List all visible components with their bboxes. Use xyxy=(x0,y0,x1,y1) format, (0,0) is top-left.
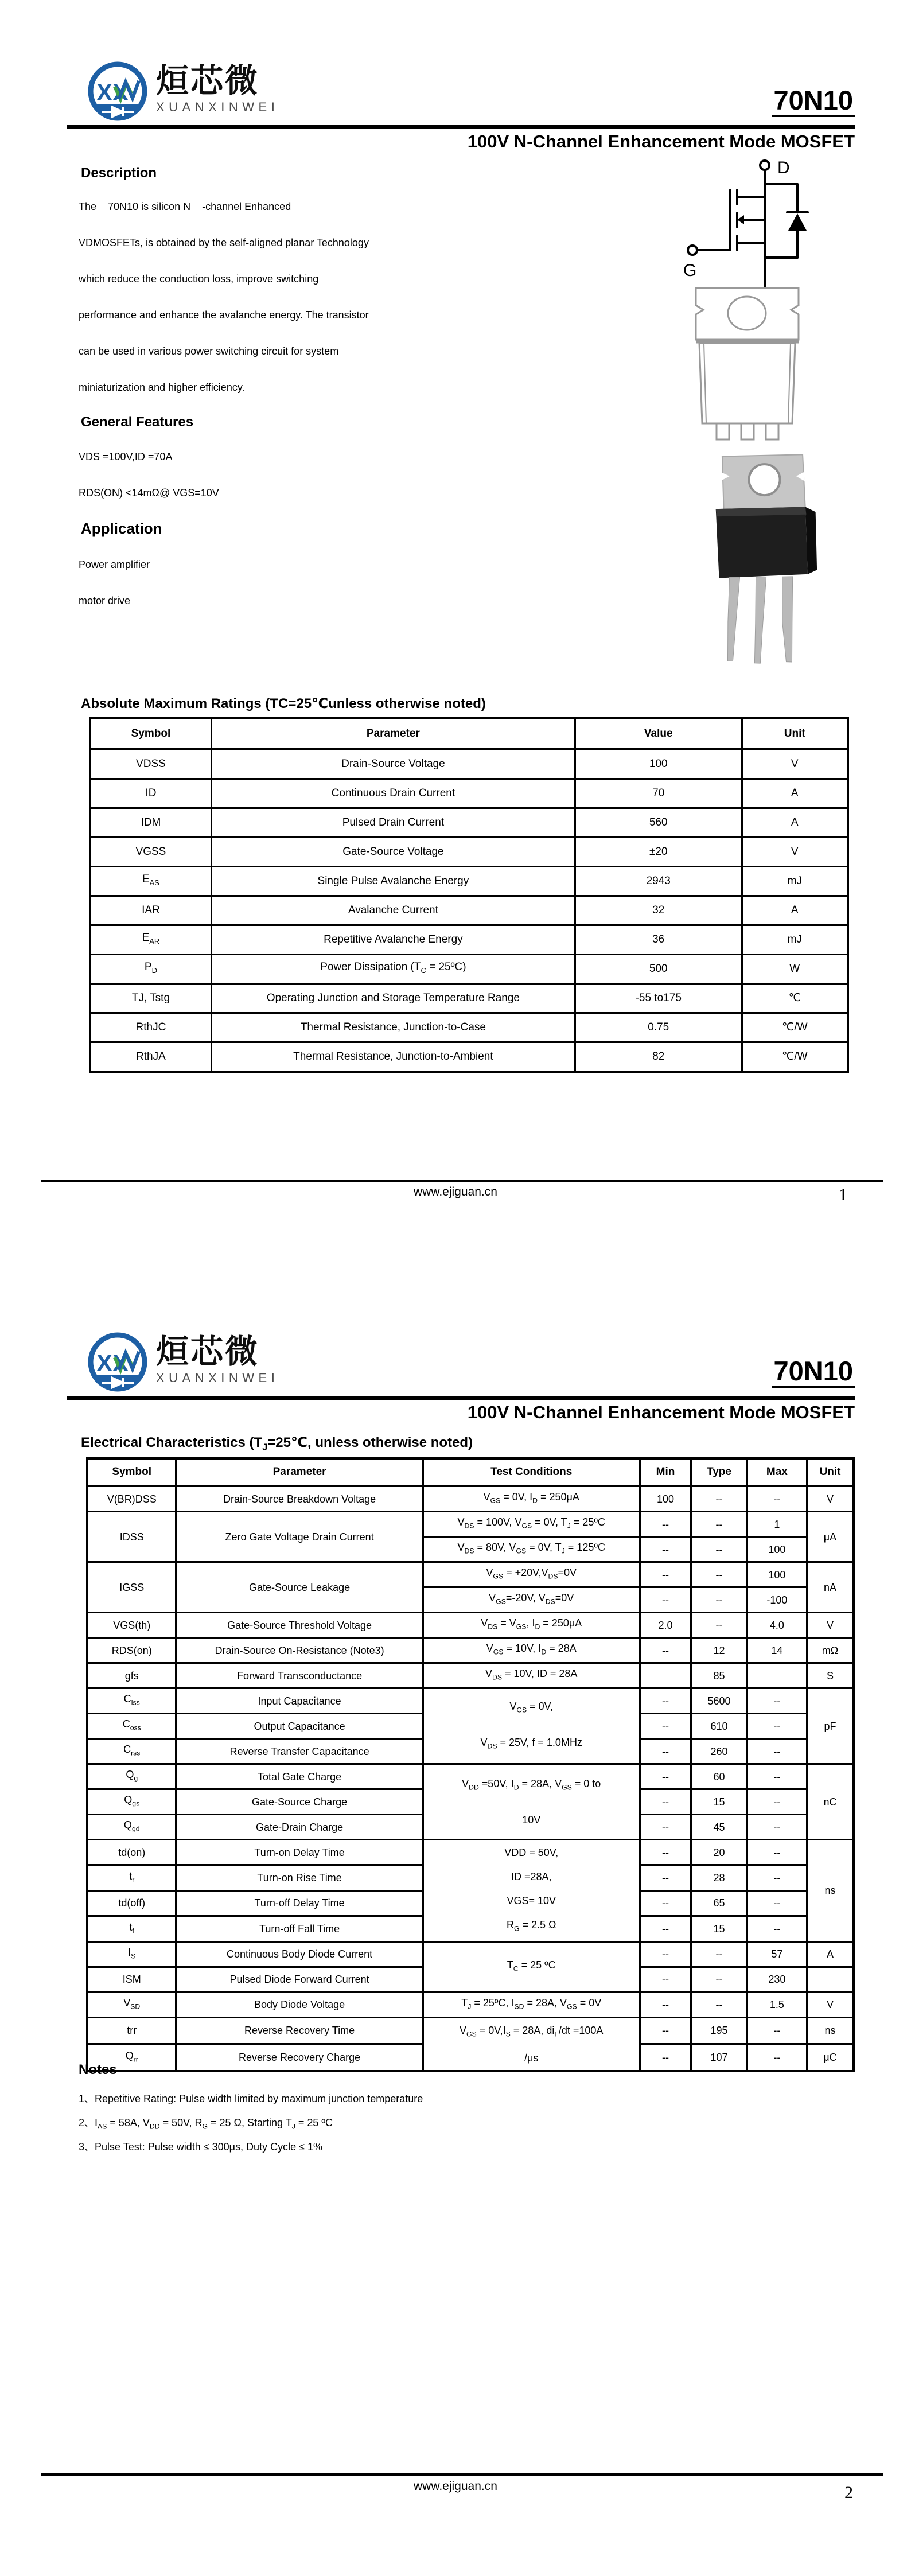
table-cell: -- xyxy=(747,1840,807,1865)
page-number: 1 xyxy=(839,1185,847,1204)
table-cell: ℃/W xyxy=(742,1042,848,1072)
table-cell: Reverse Transfer Capacitance xyxy=(176,1739,423,1764)
table-cell: -- xyxy=(640,1815,691,1840)
table-row xyxy=(90,808,848,838)
table-cell: μC xyxy=(807,2044,854,2071)
brand-name-cn: 烜芯微 xyxy=(156,63,259,99)
table-cell: $T_J$ = 25ºC, $I_{SD} = 28A$, $V_{GS} = 0V$ xyxy=(423,1992,640,2017)
table-cell: Continuous Body Diode Current xyxy=(176,1941,423,1967)
table-cell: -- xyxy=(640,1992,691,2017)
table-cell xyxy=(807,1967,854,1992)
table-row xyxy=(87,1486,854,1512)
mosfet-symbol-figure xyxy=(680,158,835,290)
table-cell: -- xyxy=(691,1967,748,1992)
abs-max-table xyxy=(89,717,849,1073)
table-cell: -100 xyxy=(747,1587,807,1613)
table-cell: -- xyxy=(691,1537,748,1562)
table-cell: Gate-Source Charge xyxy=(176,1789,423,1815)
table-row xyxy=(90,867,848,896)
table-cell: $C_{rss}$ xyxy=(87,1739,176,1764)
table-cell: $T_C = 25$ ºC xyxy=(423,1941,640,1992)
table-cell: A xyxy=(742,779,848,808)
table-header-cell: Symbol xyxy=(87,1458,176,1486)
brand-block xyxy=(156,63,279,115)
package-photo-figure xyxy=(697,451,826,666)
application-line: motor drive xyxy=(79,595,131,606)
table-cell: mΩ xyxy=(807,1638,854,1663)
svg-text:XX: XX xyxy=(96,79,129,106)
table-cell: $t_r$ xyxy=(87,1865,176,1890)
table-cell: td(on) xyxy=(87,1840,176,1865)
svg-text:XX: XX xyxy=(96,1349,129,1376)
footer-rule xyxy=(41,2473,883,2476)
table-cell: Input Capacitance xyxy=(176,1688,423,1714)
table-cell: 36 xyxy=(575,925,742,955)
table-cell: Gate-Drain Charge xyxy=(176,1815,423,1840)
table-cell: -- xyxy=(640,1789,691,1815)
table-cell: -- xyxy=(747,1890,807,1916)
table-row xyxy=(87,1992,854,2017)
table-cell: 100 xyxy=(747,1537,807,1562)
part-number: 70N10 xyxy=(772,86,855,117)
table-cell: Single Pulse Avalanche Energy xyxy=(211,867,575,896)
table-cell: -- xyxy=(747,1865,807,1890)
table-cell: V(BR)DSS xyxy=(87,1486,176,1512)
table-cell: $V_{DS} = V_{GS}$, $I_D = 250\mu A$ xyxy=(423,1613,640,1638)
table-cell: -- xyxy=(640,1941,691,1967)
table-row xyxy=(87,1562,854,1587)
table-cell: -- xyxy=(640,1967,691,1992)
table-cell: $E_{AR}$ xyxy=(90,925,211,955)
table-cell: -- xyxy=(691,1941,748,1967)
table-cell: -- xyxy=(747,2044,807,2071)
table-cell: Output Capacitance xyxy=(176,1714,423,1739)
table-cell: 260 xyxy=(691,1739,748,1764)
table-cell: Body Diode Voltage xyxy=(176,1992,423,2017)
table-cell: 100 xyxy=(640,1486,691,1512)
table-cell: Thermal Resistance, Junction-to-Ambient xyxy=(211,1042,575,1072)
table-cell: -- xyxy=(691,1562,748,1587)
header-rule xyxy=(67,1396,855,1400)
table-cell: $V_{DD} =50V$, $I_D = 28A$, $V_{GS} = 0$ to 10V xyxy=(423,1764,640,1840)
table-cell: -- xyxy=(640,1840,691,1865)
table-cell: VGS(th) xyxy=(87,1613,176,1638)
table-cell: Gate-Source Threshold Voltage xyxy=(176,1613,423,1638)
table-cell: -- xyxy=(747,1916,807,1941)
description-line: which reduce the conduction loss, improve switching xyxy=(79,273,319,285)
table-cell: VDD = 50V, ID =28A, VGS= 10V $R_G = 2.5$ Ω xyxy=(423,1840,640,1942)
elec-heading: Electrical Characteristics ($T_J=25℃$, unless otherwise noted) xyxy=(81,1435,473,1453)
brand-logo-icon xyxy=(86,59,149,123)
table-cell: Thermal Resistance, Junction-to-Case xyxy=(211,1013,575,1042)
table-cell: 4.0 xyxy=(747,1613,807,1638)
table-cell: ISM xyxy=(87,1967,176,1992)
table-cell: $t_f$ xyxy=(87,1916,176,1941)
table-cell: IGSS xyxy=(87,1562,176,1613)
table-cell: $P_D$ xyxy=(90,955,211,984)
table-cell: Pulsed Drain Current xyxy=(211,808,575,838)
table-cell: -- xyxy=(691,1613,748,1638)
table-cell: -- xyxy=(747,1486,807,1512)
table-cell: ID xyxy=(90,779,211,808)
table-cell: -- xyxy=(640,1865,691,1890)
table-cell: Drain-Source Voltage xyxy=(211,749,575,779)
table-header-cell: Value xyxy=(575,718,742,749)
table-cell: $V_{GS} = 10V$, $I_D = 28A$ xyxy=(423,1638,640,1663)
table-cell: $V_{GS}=-20V$, $V_{DS}=0V$ xyxy=(423,1587,640,1613)
table-cell: ℃ xyxy=(742,984,848,1013)
table-cell: Turn-off Fall Time xyxy=(176,1916,423,1941)
table-cell: 610 xyxy=(691,1714,748,1739)
table-cell: 2.0 xyxy=(640,1613,691,1638)
part-number: 70N10 xyxy=(772,1357,855,1388)
table-cell: $V_{GS} = 0V$, $I_D = 250\mu A$ xyxy=(423,1486,640,1512)
table-cell: Reverse Recovery Time xyxy=(176,2017,423,2044)
table-row xyxy=(87,1613,854,1638)
table-cell: -- xyxy=(747,1789,807,1815)
table-row xyxy=(90,749,848,779)
table-cell: nC xyxy=(807,1764,854,1840)
table-cell: -- xyxy=(640,1562,691,1587)
table-row xyxy=(90,838,848,867)
table-cell: Total Gate Charge xyxy=(176,1764,423,1789)
table-cell: -- xyxy=(691,1587,748,1613)
application-line: Power amplifier xyxy=(79,559,150,570)
description-line: The 70N10 is silicon N -channel Enhanced xyxy=(79,201,291,212)
table-cell: mJ xyxy=(742,867,848,896)
table-header-cell: Unit xyxy=(742,718,848,749)
table-row xyxy=(87,2017,854,2044)
table-cell: 82 xyxy=(575,1042,742,1072)
table-cell: ±20 xyxy=(575,838,742,867)
table-cell: A xyxy=(742,896,848,925)
table-cell: -- xyxy=(640,1537,691,1562)
table-cell: $V_{GS} = +20V,V_{DS}=0V$ xyxy=(423,1562,640,1587)
table-cell: 500 xyxy=(575,955,742,984)
table-cell: 15 xyxy=(691,1916,748,1941)
table-cell: 12 xyxy=(691,1638,748,1663)
table-cell: 107 xyxy=(691,2044,748,2071)
table-cell: Pulsed Diode Forward Current xyxy=(176,1967,423,1992)
brand-block xyxy=(156,1334,279,1386)
table-cell: -- xyxy=(747,1739,807,1764)
table-cell: -- xyxy=(747,1764,807,1789)
table-cell: 0.75 xyxy=(575,1013,742,1042)
abs-max-heading: Absolute Maximum Ratings (TC=25℃unless otherwise noted) xyxy=(81,696,486,711)
table-cell: A xyxy=(807,1941,854,1967)
note-line: 3、Pulse Test: Pulse width ≤ 300μs, Duty Cycle ≤ 1% xyxy=(79,2141,322,2153)
table-cell: -- xyxy=(640,1739,691,1764)
table-cell: ns xyxy=(807,2017,854,2044)
table-cell: Avalanche Current xyxy=(211,896,575,925)
table-row xyxy=(87,1688,854,1714)
table-cell: $V_{DS} = 100V$, $V_{GS} = 0V$, $T_J$ = 25ºC xyxy=(423,1512,640,1537)
table-header-cell: Max xyxy=(747,1458,807,1486)
description-line: performance and enhance the avalanche energy. The transistor xyxy=(79,309,369,321)
table-row xyxy=(87,1764,854,1789)
table-cell: 32 xyxy=(575,896,742,925)
table-cell: S xyxy=(807,1663,854,1688)
doc-subtitle: 100V N-Channel Enhancement Mode MOSFET xyxy=(467,131,855,151)
table-cell: -- xyxy=(640,2044,691,2071)
gate-label: G xyxy=(683,261,697,280)
table-cell: Gate-Source Leakage xyxy=(176,1562,423,1613)
table-cell: Reverse Recovery Charge xyxy=(176,2044,423,2071)
table-cell: $V_{DS} = 80V$, $V_{GS} = 0V$, $T_J$ = 125ºC xyxy=(423,1537,640,1562)
description-line: can be used in various power switching circuit for system xyxy=(79,345,339,357)
table-cell: $Q_{gd}$ xyxy=(87,1815,176,1840)
table-cell: 14 xyxy=(747,1638,807,1663)
table-cell: Turn-off Delay Time xyxy=(176,1890,423,1916)
table-cell: RthJC xyxy=(90,1013,211,1042)
table-cell: 15 xyxy=(691,1789,748,1815)
table-cell: -- xyxy=(747,1815,807,1840)
table-cell: -- xyxy=(691,1992,748,2017)
footer-url: www.ejiguan.cn xyxy=(414,2480,497,2493)
table-cell: Operating Junction and Storage Temperature Range xyxy=(211,984,575,1013)
table-cell: -- xyxy=(640,1764,691,1789)
table-header-cell: Parameter xyxy=(211,718,575,749)
table-cell: mJ xyxy=(742,925,848,955)
table-cell: $E_{AS}$ xyxy=(90,867,211,896)
package-outline-figure xyxy=(691,286,803,441)
table-cell: -- xyxy=(640,1714,691,1739)
table-cell: 100 xyxy=(575,749,742,779)
table-cell: -- xyxy=(640,2017,691,2044)
table-cell: 70 xyxy=(575,779,742,808)
note-line: 2、$I_{AS} = 58A$, $V_{DD} = 50V$, $R_G = 25$ Ω, Starting $T_J = 25$ ºC xyxy=(79,2117,333,2131)
table-row xyxy=(90,984,848,1013)
table-cell: Gate-Source Voltage xyxy=(211,838,575,867)
table-cell: Turn-on Rise Time xyxy=(176,1865,423,1890)
table-row xyxy=(90,925,848,955)
table-cell: 5600 xyxy=(691,1688,748,1714)
table-cell: -- xyxy=(640,1890,691,1916)
description-line: VDMOSFETs, is obtained by the self-aligned planar Technology xyxy=(79,237,369,248)
table-cell: Power Dissipation ($T_C$ = 25ºC) xyxy=(211,955,575,984)
table-header-cell: Min xyxy=(640,1458,691,1486)
table-cell: 45 xyxy=(691,1815,748,1840)
table-cell: -- xyxy=(640,1512,691,1537)
table-cell: -- xyxy=(747,1714,807,1739)
table-cell: gfs xyxy=(87,1663,176,1688)
table-cell: ℃/W xyxy=(742,1013,848,1042)
feature-line: VDS =100V,ID =70A xyxy=(79,451,173,462)
table-cell: td(off) xyxy=(87,1890,176,1916)
table-row xyxy=(87,1512,854,1537)
table-cell: 230 xyxy=(747,1967,807,1992)
feature-line: RDS(ON) <14mΩ@ VGS=10V xyxy=(79,487,219,499)
table-cell: $Q_{gs}$ xyxy=(87,1789,176,1815)
table-row xyxy=(87,1941,854,1967)
table-cell: 65 xyxy=(691,1890,748,1916)
description-heading: Description xyxy=(81,165,157,181)
page-number: 2 xyxy=(844,2483,853,2502)
table-cell: $V_{GS} = 0V,I_S = 28A$, $di_F/dt =100A$ /μs xyxy=(423,2017,640,2071)
table-cell: -- xyxy=(747,1688,807,1714)
table-cell: $V_{DS} = 10V$, ID = 28A xyxy=(423,1663,640,1688)
table-cell: 20 xyxy=(691,1840,748,1865)
table-cell: pF xyxy=(807,1688,854,1764)
table-row xyxy=(87,1840,854,1865)
table-cell: 85 xyxy=(691,1663,748,1688)
table-header-cell: Test Conditions xyxy=(423,1458,640,1486)
table-row xyxy=(90,896,848,925)
footer-rule xyxy=(41,1180,883,1182)
table-cell: $Q_{rr}$ xyxy=(87,2044,176,2071)
notes-heading: Notes xyxy=(79,2062,117,2077)
table-cell: RthJA xyxy=(90,1042,211,1072)
table-cell: ns xyxy=(807,1840,854,1942)
table-cell: V xyxy=(807,1486,854,1512)
table-cell: 195 xyxy=(691,2017,748,2044)
table-cell: 57 xyxy=(747,1941,807,1967)
table-row xyxy=(90,1013,848,1042)
table-cell: trr xyxy=(87,2017,176,2044)
description-line: miniaturization and higher efficiency. xyxy=(79,382,245,393)
table-row xyxy=(90,779,848,808)
header-rule xyxy=(67,125,855,129)
table-cell: 1 xyxy=(747,1512,807,1537)
table-header-cell: Parameter xyxy=(176,1458,423,1486)
table-cell: 100 xyxy=(747,1562,807,1587)
features-heading: General Features xyxy=(81,414,194,430)
footer-url: www.ejiguan.cn xyxy=(414,1185,497,1198)
table-cell: V xyxy=(807,1613,854,1638)
table-cell xyxy=(747,1663,807,1688)
table-cell: Drain-Source On-Resistance (Note3) xyxy=(176,1638,423,1663)
table-cell: 560 xyxy=(575,808,742,838)
table-cell: A xyxy=(742,808,848,838)
brand-logo-icon xyxy=(86,1330,149,1394)
brand-name-en: XUANXINWEI xyxy=(156,100,279,114)
brand-name-cn: 烜芯微 xyxy=(156,1333,259,1370)
table-cell: -- xyxy=(691,1512,748,1537)
table-cell: nA xyxy=(807,1562,854,1613)
table-header-cell: Symbol xyxy=(90,718,211,749)
table-cell: -- xyxy=(640,1638,691,1663)
table-row xyxy=(87,1663,854,1688)
table-cell: V xyxy=(807,1992,854,2017)
table-cell xyxy=(640,1663,691,1688)
table-cell: V xyxy=(742,749,848,779)
table-cell: Turn-on Delay Time xyxy=(176,1840,423,1865)
table-cell: Forward Transconductance xyxy=(176,1663,423,1688)
table-cell: Continuous Drain Current xyxy=(211,779,575,808)
table-cell: 1.5 xyxy=(747,1992,807,2017)
table-cell: IDM xyxy=(90,808,211,838)
table-cell: $V_{GS} = 0V$, $V_{DS} = 25V$, f = 1.0MHz xyxy=(423,1688,640,1764)
table-cell: -- xyxy=(691,1486,748,1512)
table-cell: -55 to175 xyxy=(575,984,742,1013)
table-cell: $Q_g$ xyxy=(87,1764,176,1789)
table-cell: 60 xyxy=(691,1764,748,1789)
table-cell: $I_S$ xyxy=(87,1941,176,1967)
table-cell: IAR xyxy=(90,896,211,925)
table-cell: VGSS xyxy=(90,838,211,867)
drain-label: D xyxy=(777,158,790,177)
table-row xyxy=(90,1042,848,1072)
table-cell: $V_{SD}$ xyxy=(87,1992,176,2017)
table-cell: -- xyxy=(747,2017,807,2044)
table-row xyxy=(87,1638,854,1663)
doc-subtitle: 100V N-Channel Enhancement Mode MOSFET xyxy=(467,1402,855,1422)
table-cell: W xyxy=(742,955,848,984)
table-cell: IDSS xyxy=(87,1512,176,1562)
table-cell: TJ, Tstg xyxy=(90,984,211,1013)
table-cell: -- xyxy=(640,1587,691,1613)
table-cell: -- xyxy=(640,1688,691,1714)
table-cell: μA xyxy=(807,1512,854,1562)
table-cell: $C_{iss}$ xyxy=(87,1688,176,1714)
note-line: 1、Repetitive Rating: Pulse width limited by maximum junction temperature xyxy=(79,2093,423,2104)
table-cell: VDSS xyxy=(90,749,211,779)
elec-table xyxy=(86,1457,855,2072)
table-cell: Zero Gate Voltage Drain Current xyxy=(176,1512,423,1562)
table-cell: $C_{oss}$ xyxy=(87,1714,176,1739)
table-row xyxy=(90,955,848,984)
table-cell: 2943 xyxy=(575,867,742,896)
table-cell: -- xyxy=(640,1916,691,1941)
table-cell: V xyxy=(742,838,848,867)
application-heading: Application xyxy=(81,520,162,537)
table-header-cell: Type xyxy=(691,1458,748,1486)
table-cell: Drain-Source Breakdown Voltage xyxy=(176,1486,423,1512)
table-cell: RDS(on) xyxy=(87,1638,176,1663)
table-cell: 28 xyxy=(691,1865,748,1890)
table-cell: Repetitive Avalanche Energy xyxy=(211,925,575,955)
table-header-cell: Unit xyxy=(807,1458,854,1486)
brand-name-en: XUANXINWEI xyxy=(156,1371,279,1385)
